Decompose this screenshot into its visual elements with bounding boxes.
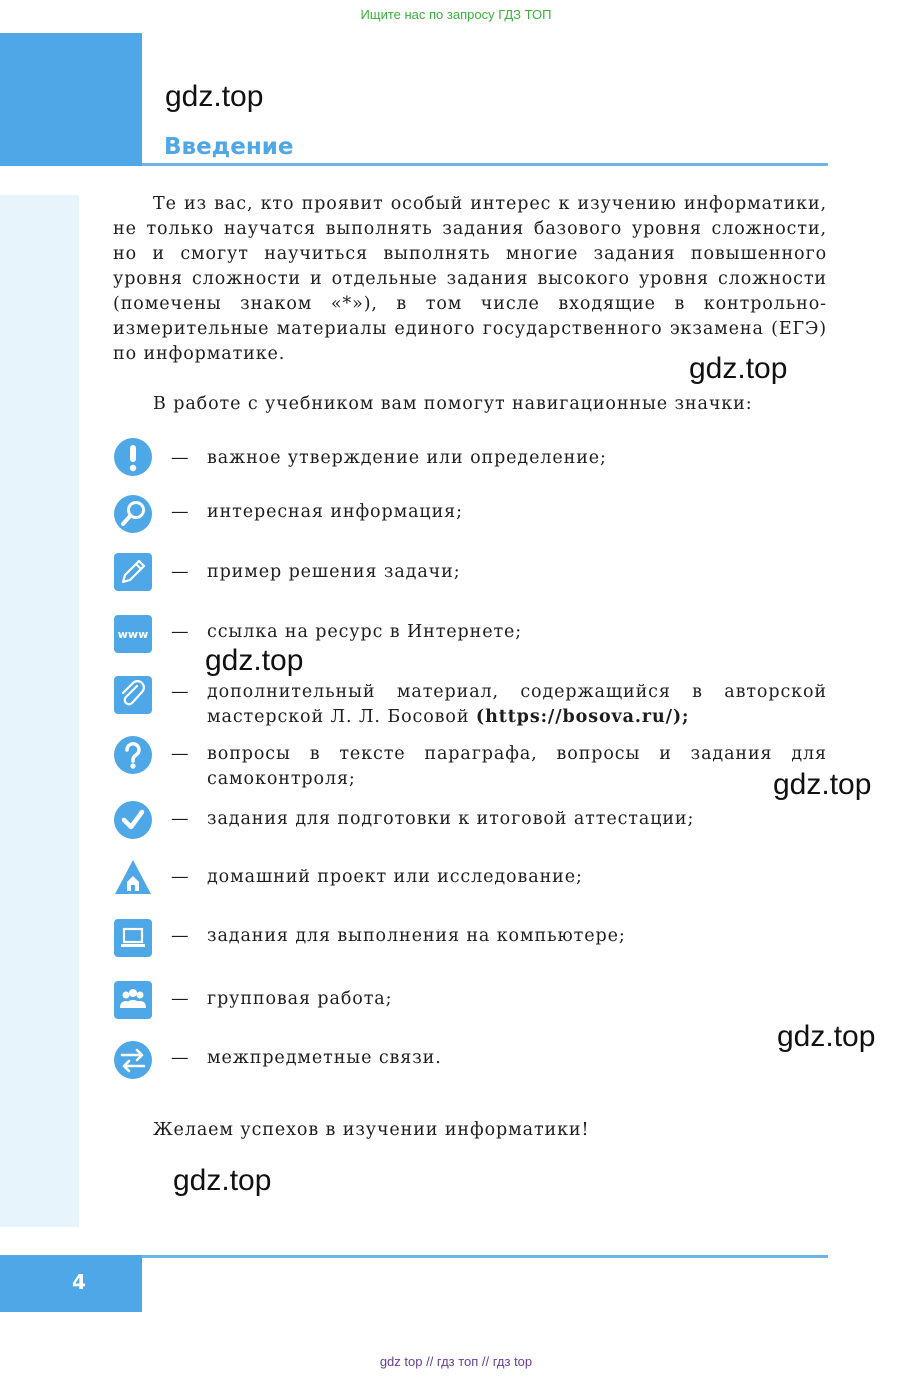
legend-item-text: вопросы в тексте параграфа, вопросы и задания для самоконтроля; — [207, 744, 827, 789]
footer-divider — [142, 1255, 828, 1258]
bosova-link[interactable]: (https://bosova.ru/); — [475, 707, 690, 727]
legend-item-text: пример решения задачи; — [207, 562, 461, 582]
checkmark-icon — [113, 800, 153, 840]
www-icon — [113, 614, 153, 654]
intro-paragraph: Те из вас, кто проявит особый интерес к изучению информатики, не только научатся выполнять задания базового уровня сложности, но и смогут научиться выполнять многие задания повышенного уровня сложности и отдельные задания высокого уровня сложности (помечены знаком «*»), в том числе входящие в контрольно-измерительные материалы единого государственного экзамена (ЕГЭ) по информатике. — [113, 194, 827, 364]
legend-dash: — — [171, 682, 189, 702]
side-strip — [0, 195, 79, 1227]
legend-item-text: групповая работа; — [207, 989, 393, 1009]
legend-item-text: домашний проект или исследование; — [207, 867, 583, 887]
legend-dash: — — [171, 989, 189, 1009]
watermark: gdz.top — [165, 80, 264, 113]
legend-dash: — — [171, 926, 189, 946]
header-divider — [142, 163, 828, 166]
computer-icon — [113, 918, 153, 958]
watermark: gdz.top — [173, 1164, 272, 1197]
www-icon-label: www — [117, 628, 149, 641]
magnifier-icon — [113, 494, 153, 534]
house-icon — [113, 857, 153, 897]
legend-item-text: задания для подготовки к итоговой аттестации; — [207, 809, 695, 829]
watermark: gdz.top — [205, 644, 304, 677]
bottom-banner[interactable]: gdz top // гдз топ // гдз top — [379, 1354, 533, 1369]
watermark: gdz.top — [689, 352, 788, 385]
legend-dash: — — [171, 622, 189, 642]
legend-item-text: межпредметные связи. — [207, 1048, 442, 1068]
legend-dash: — — [171, 1048, 189, 1068]
legend-item-text: интересная информация; — [207, 502, 463, 522]
legend-dash: — — [171, 867, 189, 887]
question-icon — [113, 735, 153, 775]
legend-item-text: задания для выполнения на компьютере; — [207, 926, 626, 946]
pencil-icon — [113, 552, 153, 592]
legend-dash: — — [171, 502, 189, 522]
legend-dash: — — [171, 744, 189, 764]
navigation-intro: В работе с учебником вам помогут навигационные значки: — [153, 394, 753, 414]
legend-dash: — — [171, 562, 189, 582]
arrows-icon — [113, 1040, 153, 1080]
legend-item-text — [207, 680, 827, 730]
exclamation-icon — [113, 437, 153, 477]
legend-item-text: ссылка на ресурс в Интернете; — [207, 622, 523, 642]
paperclip-icon — [113, 675, 153, 715]
closing-text: Желаем успехов в изучении информатики! — [153, 1120, 590, 1140]
page-number: 4 — [72, 1270, 86, 1294]
section-title: Введение — [164, 134, 294, 160]
watermark: gdz.top — [777, 1020, 876, 1053]
legend-item-text: важное утверждение или определение; — [207, 448, 607, 468]
legend-dash: — — [171, 448, 189, 468]
top-banner[interactable]: Ищите нас по запросу ГДЗ ТОП — [360, 7, 552, 22]
legend-item-text-main: дополнительный материал, содержащийся в авторской мастерской Л. Л. Босовой — [207, 682, 827, 727]
group-icon — [113, 980, 153, 1020]
legend-dash: — — [171, 809, 189, 829]
header-blue-block — [0, 33, 142, 166]
watermark: gdz.top — [773, 768, 872, 801]
